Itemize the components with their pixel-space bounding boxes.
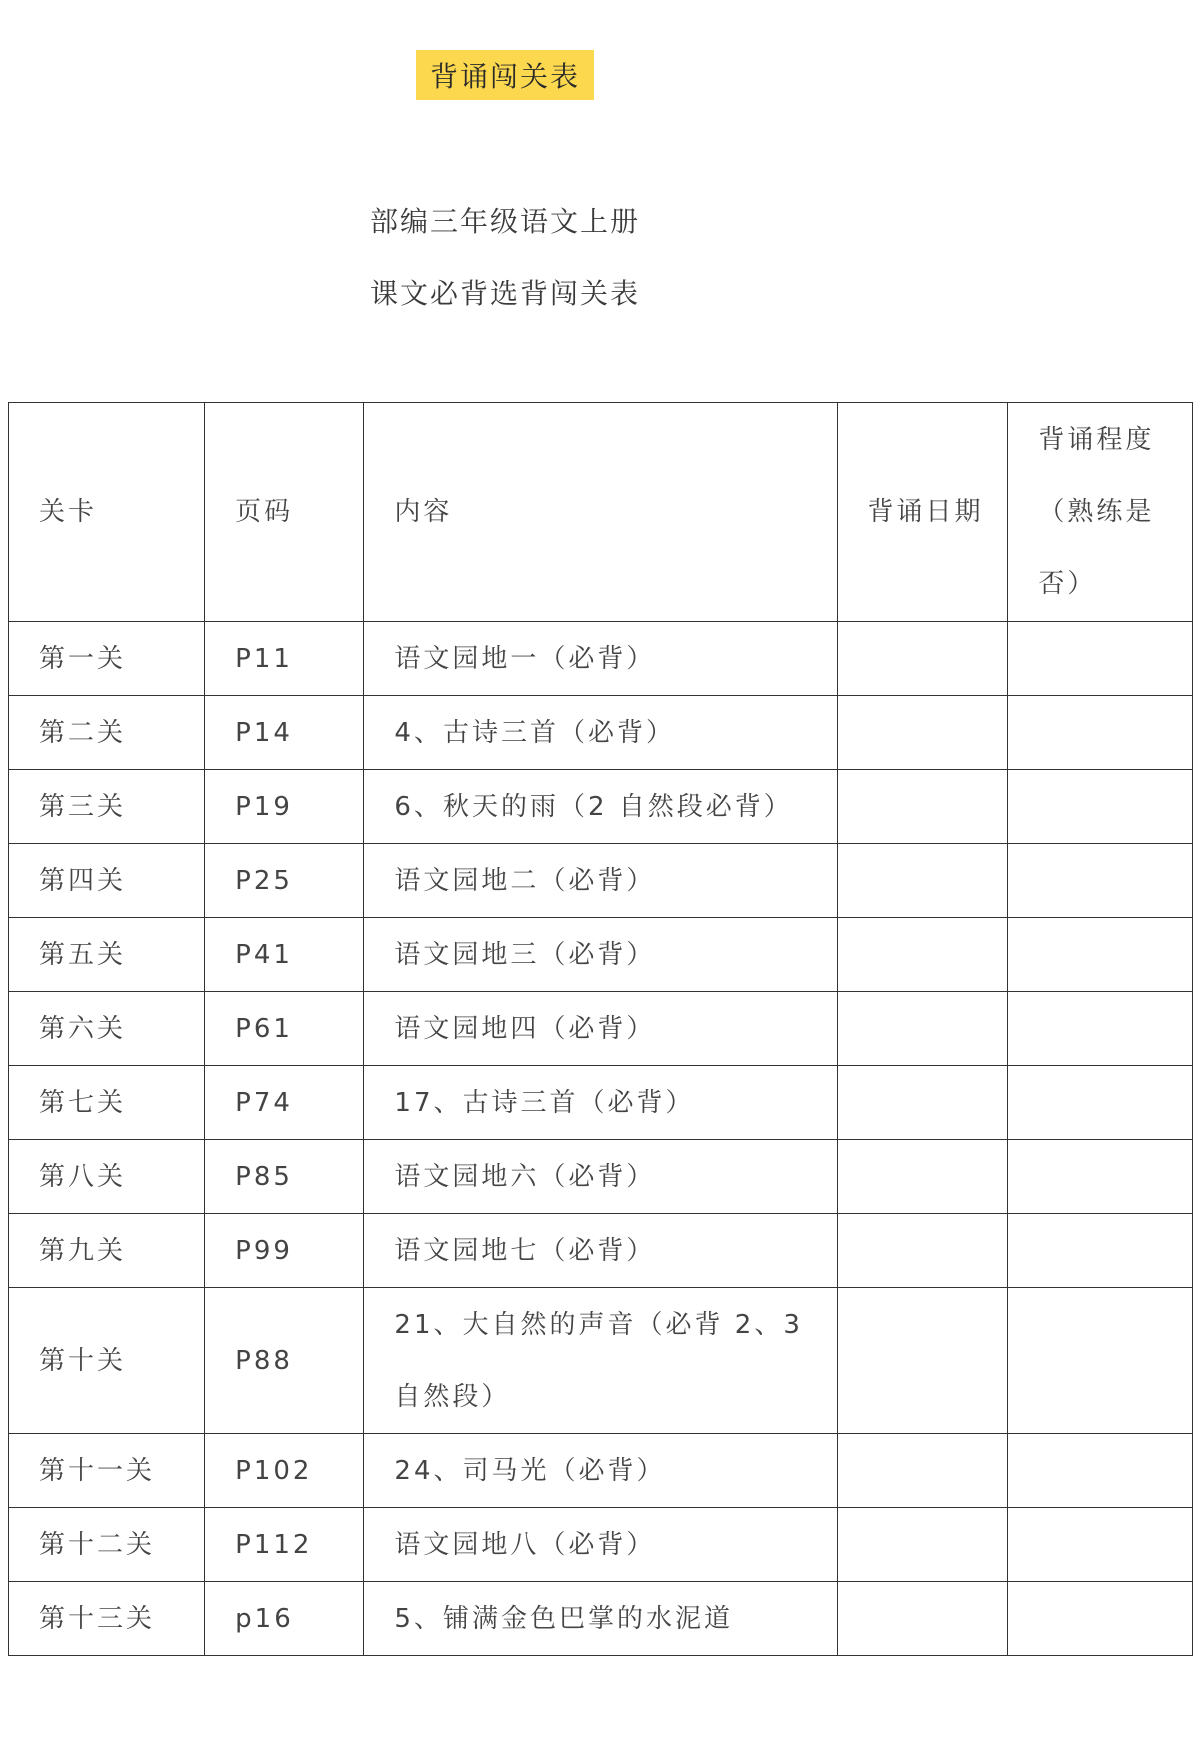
- cell-content: 21、大自然的声音（必背 2、3 自然段）: [364, 1288, 837, 1434]
- cell-page: P25: [205, 844, 364, 918]
- cell-content: 语文园地四（必背）: [364, 992, 837, 1066]
- column-header-degree: 背诵程度（熟练是否）: [1008, 403, 1193, 622]
- cell-degree: [1008, 1214, 1193, 1288]
- cell-page: P14: [205, 696, 364, 770]
- subtitle-table-title: 课文必背选背闯关表: [370, 277, 641, 310]
- cell-level: 第十关: [9, 1288, 205, 1434]
- cell-date: [837, 622, 1008, 696]
- cell-page: P112: [205, 1508, 364, 1582]
- cell-degree: [1008, 1288, 1193, 1434]
- cell-date: [837, 1508, 1008, 1582]
- cell-content: 语文园地三（必背）: [364, 918, 837, 992]
- cell-date: [837, 992, 1008, 1066]
- cell-date: [837, 696, 1008, 770]
- cell-page: P61: [205, 992, 364, 1066]
- subtitle-grade: 部编三年级语文上册: [370, 205, 641, 238]
- cell-date: [837, 1140, 1008, 1214]
- cell-page: P102: [205, 1434, 364, 1508]
- table-row: [9, 696, 1193, 770]
- cell-date: [837, 1214, 1008, 1288]
- cell-content: 5、铺满金色巴掌的水泥道: [364, 1582, 837, 1656]
- cell-page: P41: [205, 918, 364, 992]
- cell-content: 语文园地二（必背）: [364, 844, 837, 918]
- cell-level: 第四关: [9, 844, 205, 918]
- cell-level: 第十三关: [9, 1582, 205, 1656]
- cell-level: 第七关: [9, 1066, 205, 1140]
- cell-content: 4、古诗三首（必背）: [364, 696, 837, 770]
- cell-page: P19: [205, 770, 364, 844]
- table-row: [9, 1582, 1193, 1656]
- cell-degree: [1008, 622, 1193, 696]
- cell-level: 第十一关: [9, 1434, 205, 1508]
- cell-content: 语文园地一（必背）: [364, 622, 837, 696]
- table-body: [9, 622, 1193, 1656]
- cell-degree: [1008, 1582, 1193, 1656]
- cell-date: [837, 844, 1008, 918]
- cell-level: 第五关: [9, 918, 205, 992]
- cell-degree: [1008, 844, 1193, 918]
- cell-date: [837, 1288, 1008, 1434]
- cell-content: 24、司马光（必背）: [364, 1434, 837, 1508]
- table-row: [9, 1288, 1193, 1434]
- cell-date: [837, 918, 1008, 992]
- table-row: [9, 1508, 1193, 1582]
- cell-level: 第一关: [9, 622, 205, 696]
- table-row: [9, 918, 1193, 992]
- recite-table: [8, 402, 1193, 1656]
- cell-degree: [1008, 1434, 1193, 1508]
- table-row: [9, 1066, 1193, 1140]
- cell-degree: [1008, 1066, 1193, 1140]
- table-row: [9, 622, 1193, 696]
- header-badge: 背诵闯关表: [416, 50, 594, 100]
- cell-page: P88: [205, 1288, 364, 1434]
- table-row: [9, 1140, 1193, 1214]
- cell-date: [837, 1434, 1008, 1508]
- cell-date: [837, 1582, 1008, 1656]
- cell-content: 6、秋天的雨（2 自然段必背）: [364, 770, 837, 844]
- column-header-date: 背诵日期: [837, 403, 1008, 622]
- cell-degree: [1008, 918, 1193, 992]
- cell-content: 语文园地七（必背）: [364, 1214, 837, 1288]
- cell-degree: [1008, 696, 1193, 770]
- column-header-level: 关卡: [9, 403, 205, 622]
- cell-date: [837, 1066, 1008, 1140]
- cell-page: P74: [205, 1066, 364, 1140]
- cell-level: 第十二关: [9, 1508, 205, 1582]
- cell-level: 第三关: [9, 770, 205, 844]
- cell-degree: [1008, 1508, 1193, 1582]
- column-header-content: 内容: [364, 403, 837, 622]
- cell-level: 第八关: [9, 1140, 205, 1214]
- cell-date: [837, 770, 1008, 844]
- cell-content: 语文园地六（必背）: [364, 1140, 837, 1214]
- cell-page: P85: [205, 1140, 364, 1214]
- cell-degree: [1008, 770, 1193, 844]
- table-row: [9, 992, 1193, 1066]
- cell-level: 第九关: [9, 1214, 205, 1288]
- column-header-page: 页码: [205, 403, 364, 622]
- table-row: [9, 770, 1193, 844]
- table-row: [9, 1434, 1193, 1508]
- cell-page: p16: [205, 1582, 364, 1656]
- cell-content: 17、古诗三首（必背）: [364, 1066, 837, 1140]
- cell-degree: [1008, 1140, 1193, 1214]
- table-row: [9, 844, 1193, 918]
- cell-level: 第六关: [9, 992, 205, 1066]
- table-header-row: [9, 403, 1193, 622]
- cell-page: P99: [205, 1214, 364, 1288]
- cell-content: 语文园地八（必背）: [364, 1508, 837, 1582]
- cell-degree: [1008, 992, 1193, 1066]
- table-row: [9, 1214, 1193, 1288]
- cell-page: P11: [205, 622, 364, 696]
- cell-level: 第二关: [9, 696, 205, 770]
